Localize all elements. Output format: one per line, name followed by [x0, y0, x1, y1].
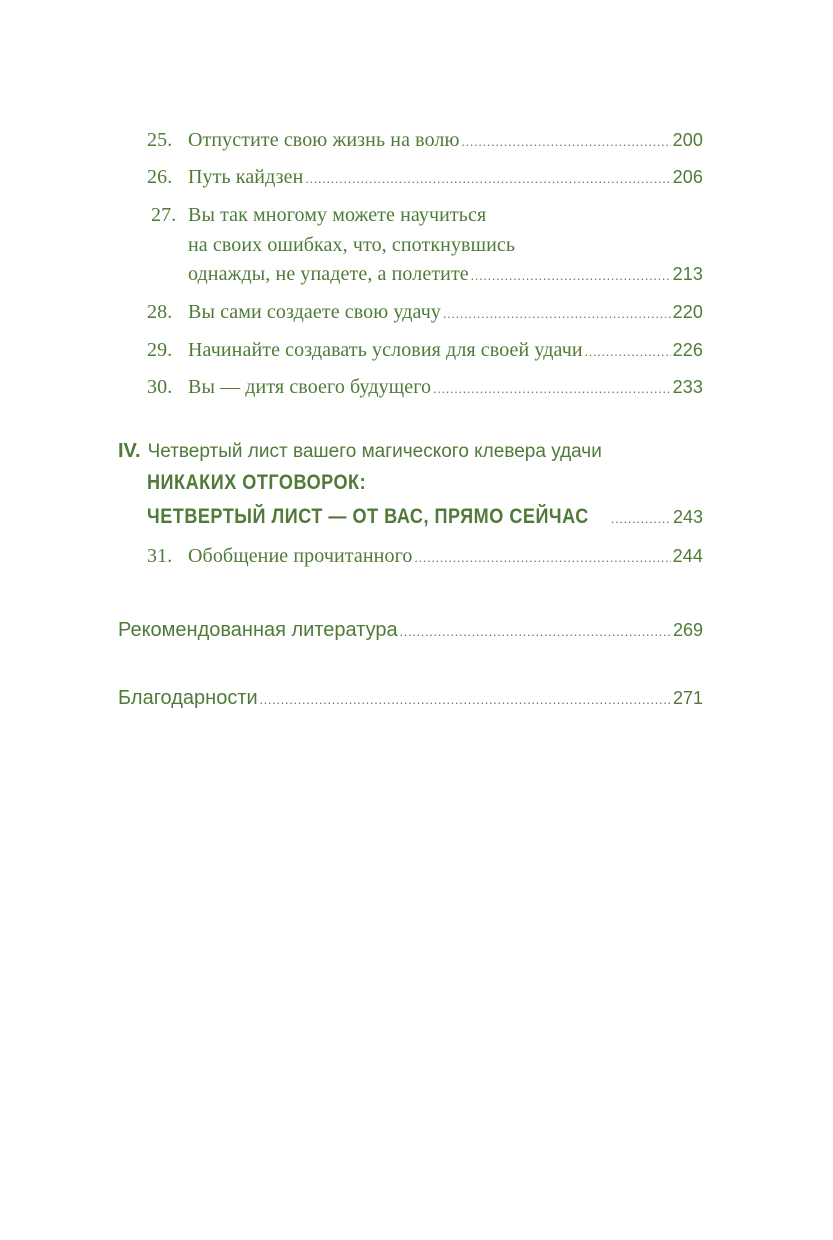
dot-leader	[462, 134, 671, 150]
part-subtitle-line-2: ЧЕТВЕРТЫЙ ЛИСТ — ОТ ВАС, ПРЯМО СЕЙЧАС	[147, 505, 589, 528]
dot-leader	[433, 381, 671, 397]
dot-leader	[305, 171, 670, 187]
entry-number: 31.	[147, 545, 173, 567]
entry-title-line-3: однажды, не упадете, а полетите	[188, 263, 469, 285]
entry-page: 200	[672, 130, 703, 150]
entry-number: 25.	[147, 129, 173, 151]
entry-number: 30.	[147, 376, 173, 398]
part-subtitle-line-1: НИКАКИХ ОТГОВОРОК:	[147, 471, 367, 494]
dot-leader	[443, 306, 671, 322]
toc-entry-25[interactable]	[147, 129, 703, 152]
entry-title-line-1: Вы так многому можете научиться	[188, 204, 487, 226]
entry-title: Благодарности	[118, 687, 258, 709]
entry-title: Отпустите свою жизнь на волю	[188, 129, 460, 151]
toc-entry-26[interactable]	[147, 166, 703, 189]
toc-entry-acknowledgements[interactable]	[118, 687, 703, 710]
entry-title: Вы — дитя своего будущего	[188, 376, 432, 398]
entry-page: 206	[672, 167, 703, 187]
entry-number: 26.	[147, 166, 173, 188]
entry-number: 28.	[147, 301, 173, 323]
toc-entry-recommended-literature[interactable]	[118, 619, 703, 642]
toc-entry-28[interactable]	[147, 301, 703, 324]
entry-page: 271	[672, 688, 703, 708]
dot-leader	[414, 550, 670, 566]
entry-number: 29.	[147, 339, 173, 361]
entry-number: 27.	[151, 204, 177, 226]
part-page: 243	[672, 507, 703, 527]
toc-entry-30[interactable]	[147, 376, 703, 399]
dot-leader	[611, 511, 671, 527]
entry-page: 269	[672, 620, 703, 640]
dot-leader	[471, 268, 671, 284]
entry-title-line-2: на своих ошибках, что, споткнувшись	[188, 234, 516, 256]
entry-page: 220	[672, 302, 703, 322]
dot-leader	[260, 692, 671, 708]
dot-leader	[585, 344, 671, 360]
entry-title: Путь кайдзен	[188, 166, 304, 188]
entry-page: 226	[672, 340, 703, 360]
entry-page: 233	[672, 377, 703, 397]
entry-title: Обобщение прочитанного	[188, 545, 413, 567]
part-heading: Четвертый лист вашего магического клевера удачи	[147, 441, 602, 462]
entry-page: 213	[672, 264, 703, 284]
dot-leader	[400, 624, 671, 640]
entry-title: Начинайте создавать условия для своей удачи	[188, 339, 583, 361]
toc-entry-31[interactable]	[147, 545, 703, 568]
part-numeral: IV.	[118, 440, 141, 462]
entry-title: Рекомендованная литература	[118, 619, 398, 641]
entry-page: 244	[672, 546, 703, 566]
toc-entry-29[interactable]	[147, 339, 703, 362]
entry-title: Вы сами создаете свою удачу	[188, 301, 441, 323]
